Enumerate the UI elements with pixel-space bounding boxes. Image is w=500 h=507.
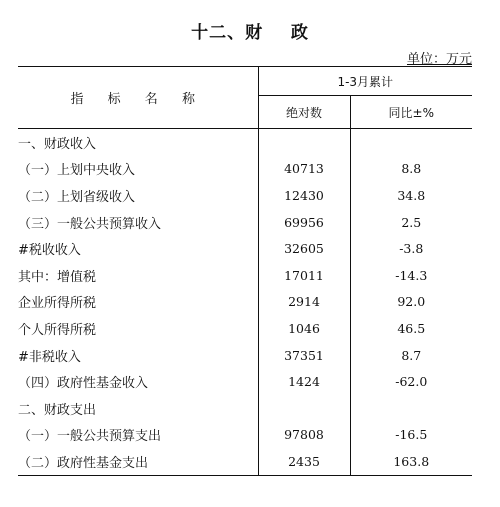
row-name: （二）政府性基金支出 — [18, 448, 258, 475]
row-name: （四）政府性基金收入 — [18, 376, 149, 392]
unit-label: 单位：万元 — [406, 52, 472, 67]
row-yoy — [350, 129, 472, 156]
row-name: 个人所得所税 — [18, 322, 97, 338]
row-absolute: 32605 — [258, 235, 350, 262]
table-row — [18, 315, 472, 342]
table-row — [18, 368, 472, 395]
row-yoy: 34.8 — [350, 182, 472, 209]
row-absolute: 1424 — [258, 368, 350, 395]
row-absolute: 37351 — [258, 342, 350, 369]
row-name: （三）一般公共预算收入 — [18, 216, 162, 232]
row-name: （一）上划中央收入 — [18, 163, 136, 179]
row-yoy: -62.0 — [350, 368, 472, 395]
row-yoy: 92.0 — [350, 289, 472, 316]
row-name: #税收收入 — [18, 243, 81, 259]
table-row — [18, 182, 472, 209]
finance-table — [18, 66, 472, 476]
row-yoy: 8.8 — [350, 156, 472, 183]
table-header-row — [18, 67, 472, 96]
table-row — [18, 448, 472, 475]
page-title: 十二、财 政 — [191, 23, 309, 43]
row-absolute: 40713 — [258, 156, 350, 183]
row-yoy: 8.7 — [350, 342, 472, 369]
row-name: （二）上划省级收入 — [18, 189, 136, 205]
row-yoy: -3.8 — [350, 235, 472, 262]
row-absolute: 1046 — [258, 315, 350, 342]
row-name: 其中：增值税 — [18, 269, 97, 285]
row-yoy: -14.3 — [350, 262, 472, 289]
table-row — [18, 342, 472, 369]
table-row — [18, 129, 472, 156]
row-absolute — [258, 395, 350, 422]
row-name: 二、财政支出 — [18, 402, 97, 418]
row-absolute: 12430 — [258, 182, 350, 209]
row-name: （一）一般公共预算支出 — [18, 429, 162, 445]
absolute-value-header: 绝对数 — [258, 96, 350, 129]
row-name: 一、财政收入 — [18, 136, 97, 152]
yoy-change-header: 同比±% — [350, 96, 472, 129]
table-row — [18, 209, 472, 236]
row-yoy: 163.8 — [350, 448, 472, 475]
row-yoy: 2.5 — [350, 209, 472, 236]
row-absolute: 69956 — [258, 209, 350, 236]
row-yoy: -16.5 — [350, 422, 472, 449]
row-absolute: 17011 — [258, 262, 350, 289]
table-row — [18, 156, 472, 183]
table-row — [18, 395, 472, 422]
row-absolute: 97808 — [258, 422, 350, 449]
row-absolute — [258, 129, 350, 156]
row-yoy — [350, 395, 472, 422]
indicator-name-header: 指 标 名 称 — [18, 67, 258, 129]
row-name: #非税收入 — [18, 349, 81, 365]
row-name: 企业所得所税 — [18, 296, 97, 312]
table-row — [18, 289, 472, 316]
row-absolute: 2914 — [258, 289, 350, 316]
row-absolute: 2435 — [258, 448, 350, 475]
row-yoy: 46.5 — [350, 315, 472, 342]
table-row — [18, 235, 472, 262]
table-row — [18, 262, 472, 289]
table-row — [18, 422, 472, 449]
period-header: 1-3月累计 — [258, 67, 472, 96]
